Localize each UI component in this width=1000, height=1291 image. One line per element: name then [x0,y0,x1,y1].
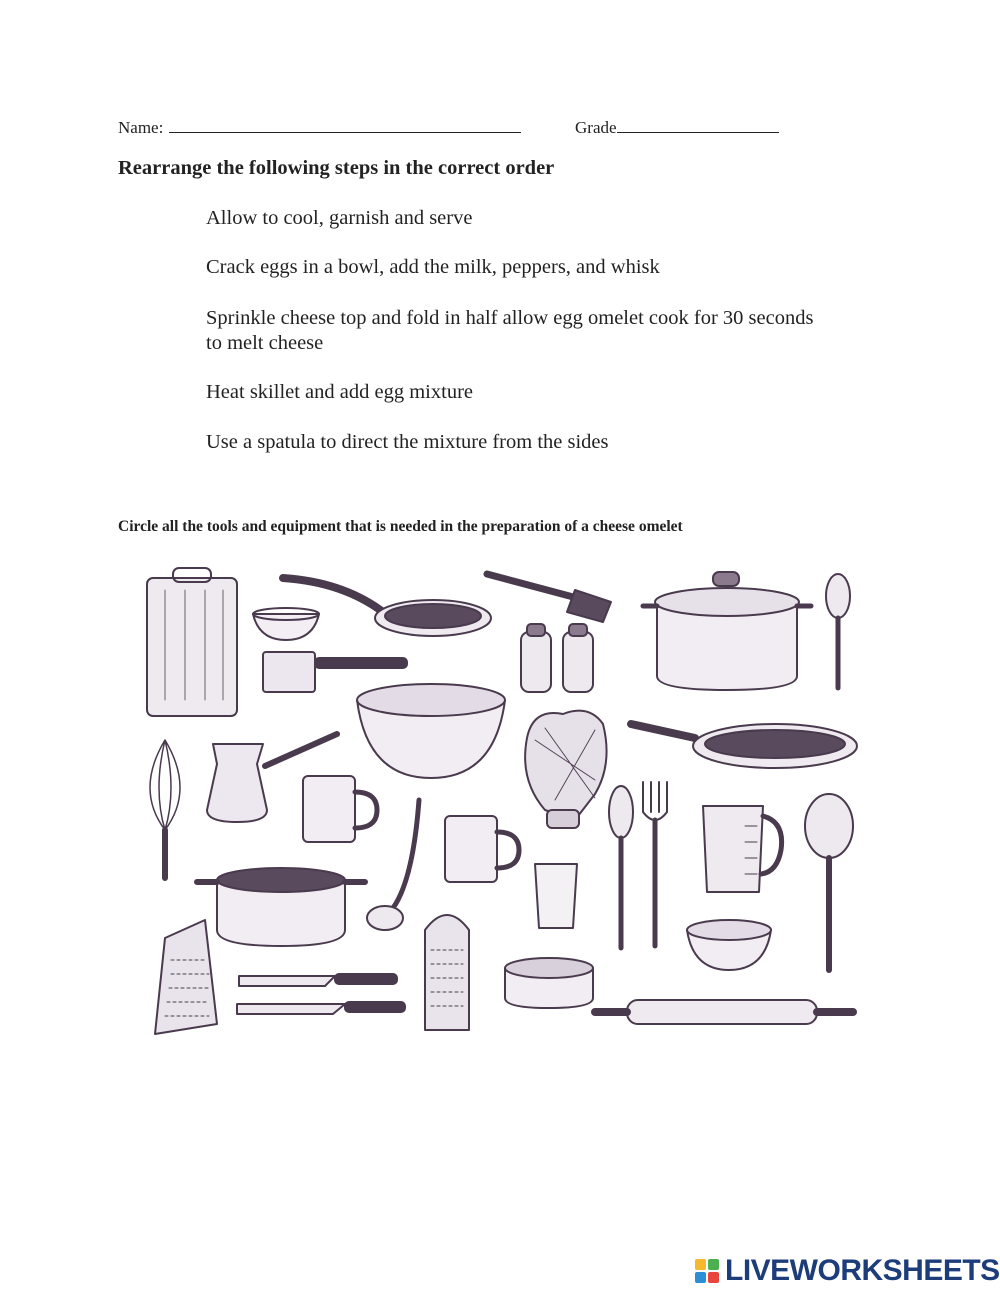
grade-field[interactable] [617,118,779,133]
step-item[interactable]: Use a spatula to direct the mixture from the sides [206,431,609,453]
name-grade-line [118,118,617,138]
cleaver-icon[interactable] [263,652,407,692]
oven-mitt-icon[interactable] [525,711,606,828]
rolling-pin-icon[interactable] [595,1000,853,1024]
mug-icon[interactable] [445,816,519,882]
glass-icon[interactable] [535,864,577,928]
spoon-icon[interactable] [826,574,850,688]
basting-brush-icon[interactable] [487,574,611,622]
logo-text: LIVEWORKSHEETS [725,1254,1000,1287]
salt-shaker-icon[interactable] [521,624,551,692]
saucepan-icon[interactable] [197,868,365,946]
measuring-cup-icon[interactable] [703,806,782,892]
step-item[interactable]: Crack eggs in a bowl, add the milk, peppers, and whisk [206,256,660,278]
step-item[interactable]: Heat skillet and add egg mixture [206,381,473,403]
serving-spoon-icon[interactable] [805,794,853,970]
section-title-rearrange: Rearrange the following steps in the correct order [118,157,555,179]
cutting-board-icon[interactable] [147,568,237,716]
cake-pan-icon[interactable] [505,958,593,1008]
logo-blocks-icon [695,1259,719,1283]
mixing-bowl-icon[interactable] [357,684,505,778]
small-bowl-icon[interactable] [253,608,319,640]
mug-icon[interactable] [303,776,377,842]
fork-icon[interactable] [643,782,667,946]
stock-pot-icon[interactable] [643,572,811,690]
whisk-icon[interactable] [150,740,180,878]
bowl-icon[interactable] [687,920,771,970]
pepper-shaker-icon[interactable] [563,624,593,692]
name-field[interactable] [169,118,521,133]
section-title-tools: Circle all the tools and equipment that is needed in the preparation of a cheese omelet [118,518,683,535]
spoon-icon[interactable] [609,786,633,948]
flat-grater-icon[interactable] [425,915,469,1030]
knife-icon[interactable] [239,974,397,986]
box-grater-icon[interactable] [155,920,217,1034]
name-label: Name: [118,118,164,137]
kitchen-tools-illustration [135,560,865,1050]
grade-label: Grade [575,118,617,137]
step-item[interactable]: Sprinkle cheese top and fold in half allow egg omelet cook for 30 seconds to melt cheese [206,307,814,354]
knife-icon[interactable] [237,1002,405,1014]
step-item[interactable]: Allow to cool, garnish and serve [206,207,473,229]
skillet-icon[interactable] [631,724,857,768]
liveworksheets-logo[interactable] [695,1254,1000,1288]
